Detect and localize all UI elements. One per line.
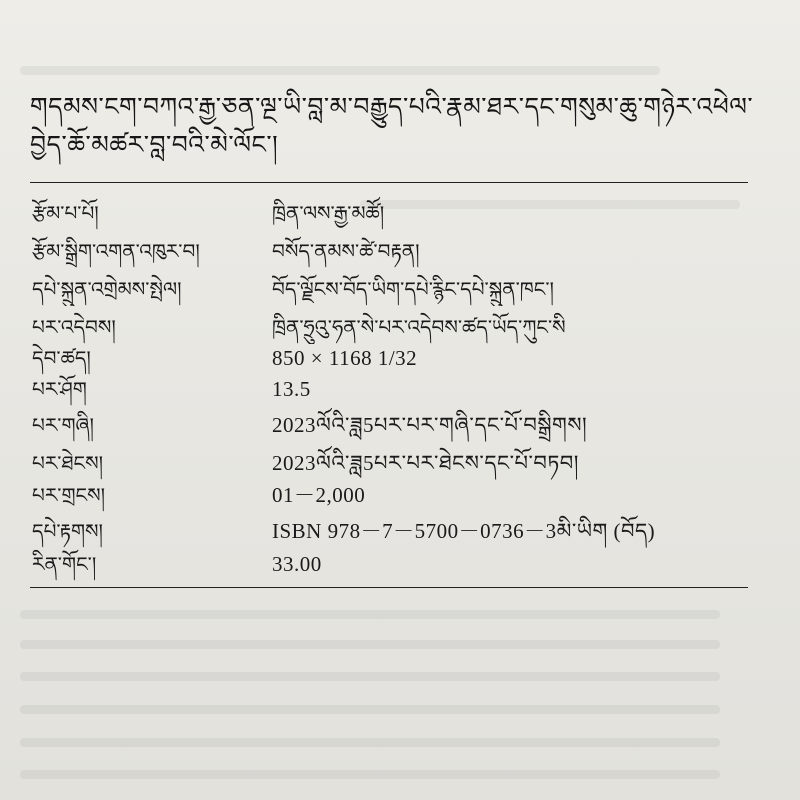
field-label: རིན་གོང་། (32, 552, 97, 576)
top-divider (30, 182, 748, 183)
book-title: གདམས་ངག་བཀའ་རྒྱ་ཅན་ལྔ་ཡི་བླ་མ་བརྒྱུད་པའི་རྣམ་ཐར་དང་གསུམ་ཆུ་གཉེར་འཕེལ་བྱེད་ཆོ་མཚར་བླ་བའི་མེ་ལོང་། (30, 92, 754, 159)
field-value: 13.5 (272, 377, 311, 401)
bleed-through-text (20, 66, 660, 75)
field-value: 2023ལོའི་ཟླ5པར་པར་ཐེངས་དང་པོ་བཏབ། (272, 451, 579, 475)
field-label: པར་ཤོག (32, 377, 87, 401)
field-row-edition (32, 408, 752, 442)
field-row-format (32, 341, 752, 375)
field-value: ཁྲིན་ལས་རྒྱ་མཚོ། (272, 201, 385, 225)
bottom-divider (30, 587, 748, 588)
field-label: རྩོམ་སྒྲིག་འགན་འཁུར་བ། (32, 239, 200, 263)
field-row-price (32, 547, 752, 581)
field-row-isbn (32, 514, 752, 548)
field-value: བསོད་ནམས་ཚེ་བརྟན། (272, 239, 420, 263)
bleed-through-text (20, 705, 720, 714)
field-row-print-run (32, 478, 752, 512)
bleed-through-text (20, 738, 720, 747)
field-value: 850 × 1168 1/32 (272, 346, 418, 370)
bleed-through-text (20, 770, 720, 779)
bleed-through-text (20, 640, 720, 649)
field-label: དེབ་ཚད། (32, 346, 91, 370)
field-row-sheets (32, 372, 752, 406)
field-value: 01－2,000 (272, 483, 366, 507)
field-value: 2023ལོའི་ཟླ5པར་པར་གཞི་དང་པོ་བསྒྲིགས། (272, 413, 588, 437)
field-label: པར་ཐེངས། (32, 451, 104, 475)
field-row-printing (32, 446, 752, 480)
field-value: 33.00 (272, 552, 322, 576)
field-label: པར་གྲངས། (32, 483, 106, 507)
field-value: ཁྲིན་ཧྲུའུ་ཧན་སེ་པར་འདེབས་ཚད་ཡོད་ཀུང་སི (272, 315, 566, 339)
bleed-through-text (20, 610, 720, 619)
field-value: ISBN 978－7－5700－0736－3མི་ཡིག (བོད) (272, 519, 656, 543)
field-label: པར་འདེབས། (32, 315, 116, 339)
field-row-printer (32, 310, 752, 344)
bleed-through-text (20, 672, 720, 681)
field-label: པར་གཞི། (32, 413, 94, 437)
field-row-author (32, 196, 752, 230)
field-label: དཔེ་རྟགས། (32, 519, 103, 543)
field-row-publisher (32, 272, 752, 306)
field-row-editor (32, 234, 752, 268)
field-value: བོད་ལྗོངས་བོད་ཡིག་དཔེ་རྙིང་དཔེ་སྐྲུན་ཁང་། (272, 277, 554, 301)
field-label: རྩོམ་པ་པོ། (32, 201, 99, 225)
field-label: དཔེ་སྐྲུན་འགྲེམས་སྤེལ། (32, 277, 182, 301)
